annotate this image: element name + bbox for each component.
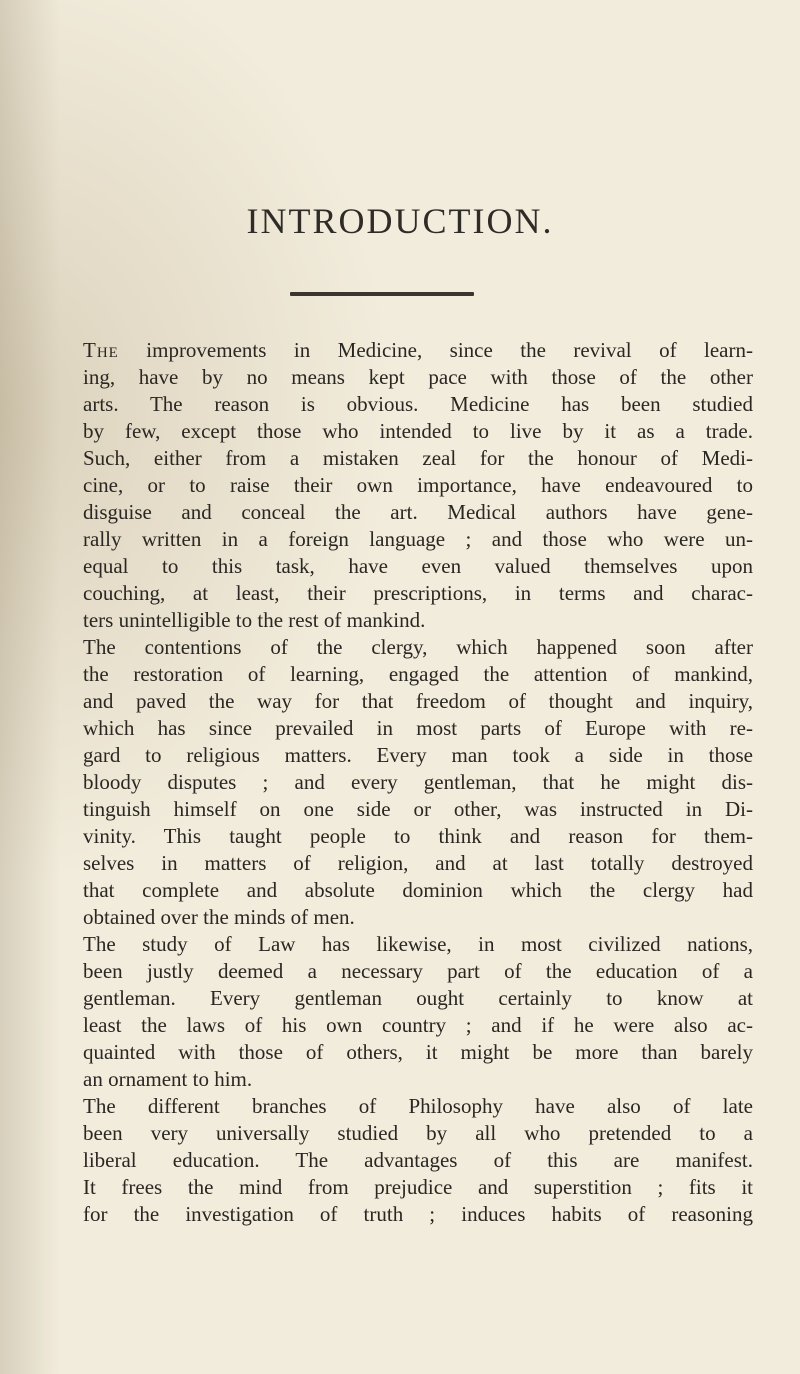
text-line: gentleman. Every gentleman ought certainly to know at	[83, 986, 753, 1010]
text-line	[83, 337, 753, 364]
text-line: equal to this task, have even valued themselves upon	[83, 554, 753, 578]
text-line: rally written in a foreign language ; and those who were un-	[83, 527, 753, 551]
chapter-title: INTRODUCTION.	[246, 201, 554, 241]
text-line: and paved the way for that freedom of thought and inquiry,	[83, 689, 753, 713]
title-rule	[290, 292, 474, 296]
text-line: cine, or to raise their own importance, have endeavoured to	[83, 473, 753, 497]
body-text	[83, 337, 753, 1228]
text-line: liberal education. The advantages of this are manifest.	[83, 1148, 753, 1172]
line-text: improvements in Medicine, since the revival of learn-	[118, 338, 753, 362]
text-line: ing, have by no means kept pace with those of the other	[83, 365, 753, 389]
text-line: been justly deemed a necessary part of the education of a	[83, 959, 753, 983]
text-line: The contentions of the clergy, which happened soon after	[83, 635, 753, 659]
text-line: that complete and absolute dominion which the clergy had	[83, 878, 753, 902]
text-line: quainted with those of others, it might be more than barely	[83, 1040, 753, 1064]
text-line: Such, either from a mistaken zeal for the honour of Medi-	[83, 446, 753, 470]
text-line: which has since prevailed in most parts of Europe with re-	[83, 716, 753, 740]
text-line: obtained over the minds of men.	[83, 905, 355, 929]
text-line: arts. The reason is obvious. Medicine has been studied	[83, 392, 753, 416]
text-line: gard to religious matters. Every man took a side in those	[83, 743, 753, 767]
text-line: disguise and conceal the art. Medical authors have gene-	[83, 500, 753, 524]
first-word: The	[83, 338, 119, 362]
text-line: ters unintelligible to the rest of mankind.	[83, 608, 426, 632]
text-line: the restoration of learning, engaged the attention of mankind,	[83, 662, 753, 686]
text-line: couching, at least, their prescriptions, in terms and charac-	[83, 581, 753, 605]
text-line: for the investigation of truth ; induces habits of reasoning	[83, 1202, 753, 1226]
text-line: The different branches of Philosophy have also of late	[83, 1094, 753, 1118]
text-line: an ornament to him.	[83, 1067, 253, 1091]
text-line: bloody disputes ; and every gentleman, that he might dis-	[83, 770, 753, 794]
text-line: vinity. This taught people to think and reason for them-	[83, 824, 753, 848]
text-line: tinguish himself on one side or other, was instructed in Di-	[83, 797, 753, 821]
text-line: least the laws of his own country ; and if he were also ac-	[83, 1013, 753, 1037]
text-line: It frees the mind from prejudice and superstition ; fits it	[83, 1175, 753, 1199]
text-line: been very universally studied by all who pretended to a	[83, 1121, 753, 1145]
text-line: selves in matters of religion, and at last totally destroyed	[83, 851, 753, 875]
text-line: by few, except those who intended to live by it as a trade.	[83, 419, 753, 443]
text-line: The study of Law has likewise, in most civilized nations,	[83, 932, 753, 956]
